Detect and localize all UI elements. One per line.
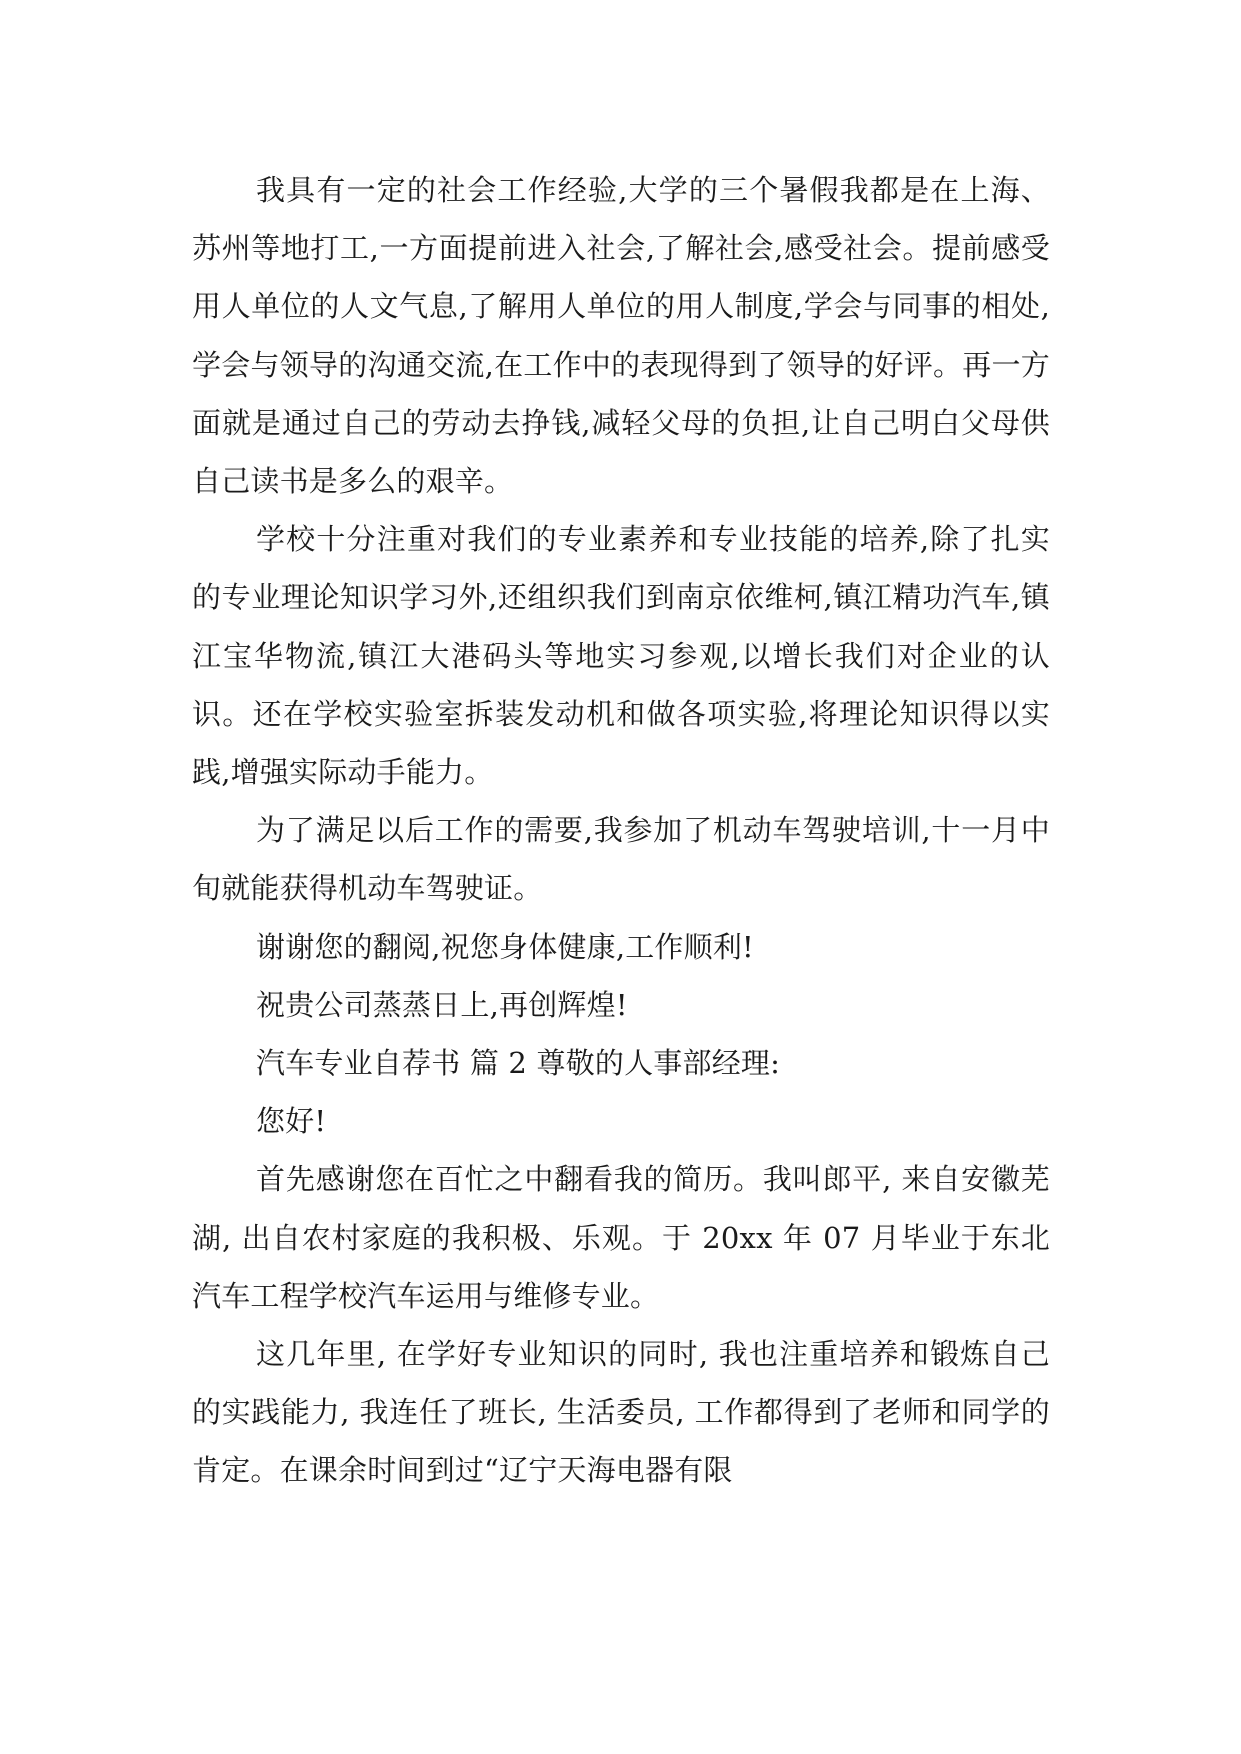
paragraph-letter-heading: 汽车专业自荐书 篇 2 尊敬的人事部经理: <box>256 1046 781 1081</box>
paragraph-work-experience: 我具有一定的社会工作经验,大学的三个暑假我都是在上海、苏州等地打工,一方面提前进入社会,了解社会,感受社会。提前感受用人单位的人文气息,了解用人单位的用人制度,学会与同事的相处,学会与领导的沟通交流,在工作中的表现得到了领导的好评。再一方面就是通过自己的劳动去挣钱,减轻父母的负担,让自己明白父母供自己读书是多么的艰辛。 <box>192 173 1050 499</box>
paragraph-wishes: 祝贵公司蒸蒸日上,再创辉煌! <box>256 987 628 1022</box>
paragraph-practice: 这几年里, 在学好专业知识的同时, 我也注重培养和锻炼自己的实践能力, 我连任了班长, 生活委员, 工作都得到了老师和同学的肯定。在课余时间到过“辽宁天海电器有限 <box>192 1337 1050 1488</box>
paragraph-school-training: 学校十分注重对我们的专业素养和专业技能的培养,除了扎实的专业理论知识学习外,还组织我们到南京依维柯,镇江精功汽车,镇江宝华物流,镇江大港码头等地实习参观,以增长我们对企业的认识。还在学校实验室拆装发动机和做各项实验,将理论知识得以实践,增强实际动手能力。 <box>192 522 1050 790</box>
paragraph-greeting: 您好! <box>256 1104 327 1139</box>
paragraph-introduction: 首先感谢您在百忙之中翻看我的简历。我叫郎平, 来自安徽芜湖, 出自农村家庭的我积极、乐观。于 20xx 年 07 月毕业于东北汽车工程学校汽车运用与维修专业。 <box>192 1162 1050 1313</box>
paragraph-driver-license: 为了满足以后工作的需要,我参加了机动车驾驶培训,十一月中旬就能获得机动车驾驶证。 <box>192 813 1050 906</box>
paragraph-thanks: 谢谢您的翻阅,祝您身体健康,工作顺利! <box>256 929 754 964</box>
document-body <box>192 161 1050 1500</box>
